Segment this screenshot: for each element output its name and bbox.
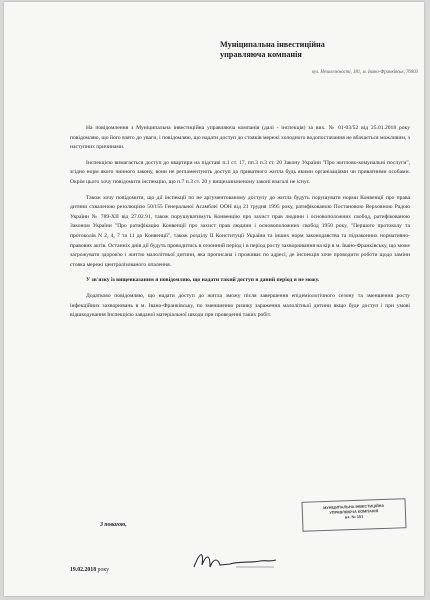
- date-suffix: року: [97, 567, 109, 573]
- paragraph-conventions: Також хочу повідомити, що дії інспекції по не аргументованому доступу до житла будуть порушувати норми Конвенції про права дитини схваленою резолюцією 50/155 Генеральної Асамблеї ООН від 21 грудня 1995 року, ратифікованою Постановою Верховною Радою України № 789-XII від 27.02.91, також порушуватимуть Конвенцію про захист прав людини і основоположних свобод, ратифікованою Законом України "Про ратифікацію Конвенції про захист прав людини і основоположних свобод 1950 року, "Першого протоколу та протоколів N 2, 4, 7 та 11 до Конвенції", також розділу II Конституції України та інших норм законодавства та підзаконних нормативно-правових актів. Останніх днів дії будуть проводитись в сезонний період і в період росту захворювання на кір в м. Івано-Франківську, що може загрожувати здоров'ю і життю малолітньої дитини, яка прописана і проживає по адресі, де інспекція хоче проводити роботи щодо заміни стояка мережі централізованого опалення.: [70, 194, 410, 268]
- paragraph-conditions: Додатково повідомляю, що надати доступ до житла зможу після завершення епідеміологічного сезону та зменшення росту інфекційних захворювань в м. Івано-Франківську, по зменшенню ризику зараження малолітньої дитини якщо буде доступ і при умові відшкодування Інспекцією завданої матеріальної шкоди при проведенні таких робіт.: [70, 292, 410, 319]
- date-value: 19.02.2018: [70, 567, 97, 573]
- stamp-line2: УПРАВЛЯЮЧА КОМПАНІЯ: [329, 509, 379, 515]
- handwritten-signature: [190, 547, 280, 575]
- recipient-name-line2: управляюча компанія: [220, 50, 302, 59]
- letter-date: [70, 567, 109, 573]
- recipient-name-line1: Муніципальна інвестиційна: [220, 40, 325, 49]
- paragraph-intro: На повідомлення з Муніципальна інвестиційна управляюча компанія (далі - інспекція) за вих. № 01-03/52 від 25.01.2018 року повідомляю, що його взято до уваги, і повідомляю, що надати доступ до стояків мережі холодного водопостачання не вбачається можливим, з наступних причинами.: [70, 125, 410, 151]
- recipient-address: вул. Незалежності, 181, м. Івано-Франківськ, 76003: [311, 70, 418, 75]
- letter-page: [4, 2, 424, 596]
- closing-text: З повагою,: [100, 522, 127, 528]
- paragraph-refusal: У зв'язку із вищевказаним я повідомляю, що надати такий доступ в даний період я не можу.: [86, 277, 320, 284]
- letter-body: [70, 124, 410, 321]
- stamp-line1: МУНІЦИПАЛЬНА ІНВЕСТИЦІЙНА: [323, 503, 385, 511]
- registration-stamp: [302, 498, 407, 532]
- stamp-line3: вх. № 151: [344, 514, 364, 520]
- recipient-block: [220, 40, 420, 60]
- paragraph-legal-basis: Інспекцією вимагається доступ до квартири на підставі п.1 ст. 17, пп.3 п.3 ст. 20 Закону України "Про житлово-комунальні послуги", згідно норм якого чинного закону, вони не регламентують доступ до приватного житла будь якими організаціями чи приватними особами. Окрім цього хочу повідомити інспекцію, що п.7 п.3 ст. 20 у вищезазначеному законі взагалі не існує.: [70, 159, 410, 185]
